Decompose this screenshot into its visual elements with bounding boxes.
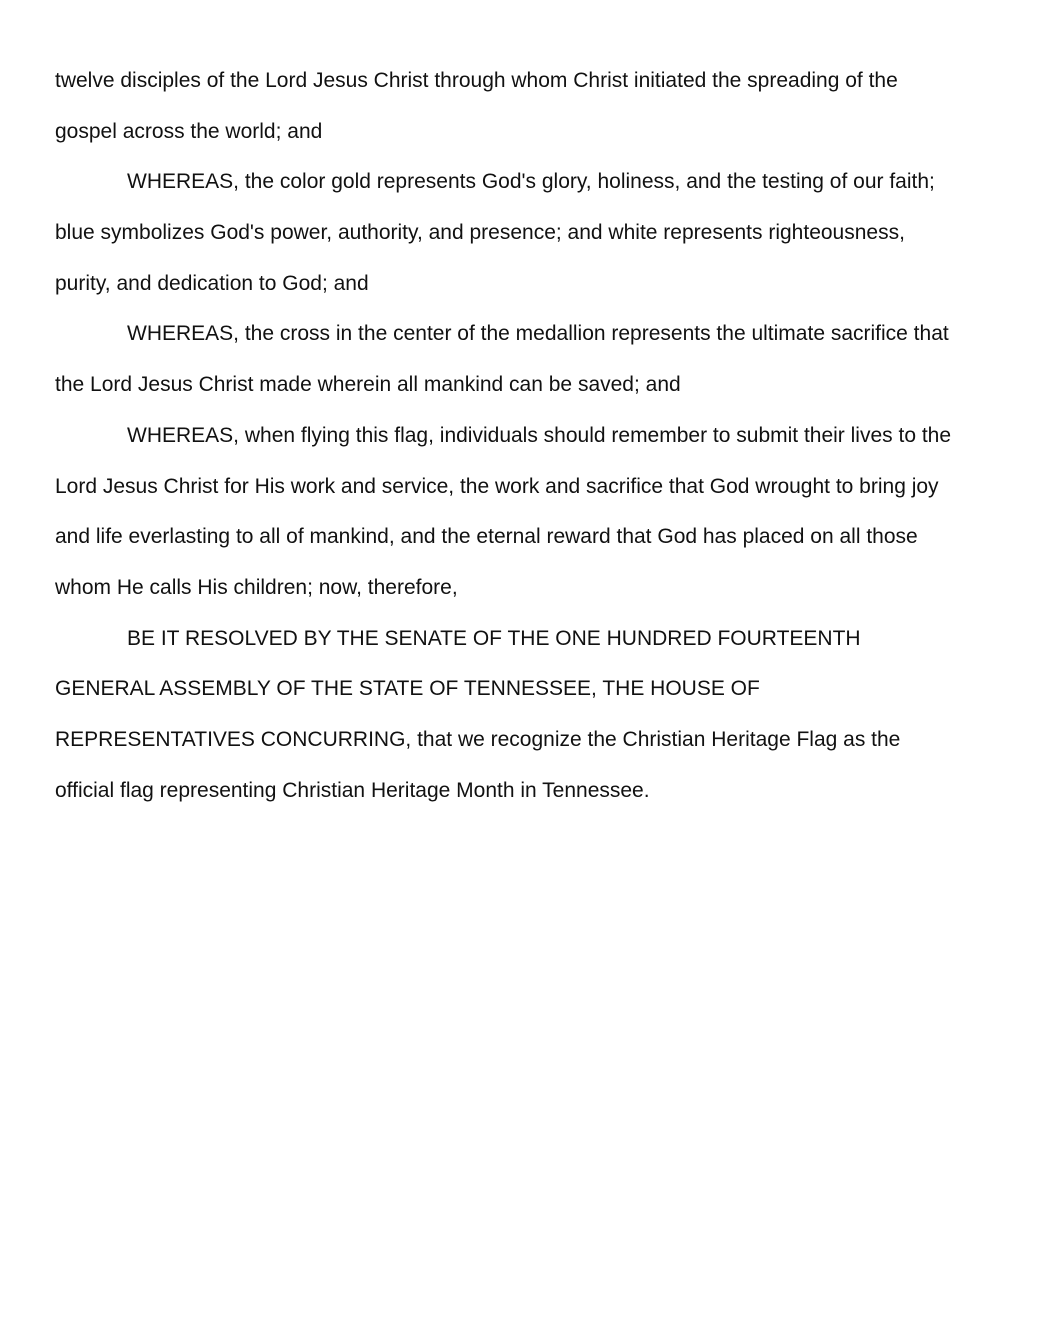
text-line: WHEREAS, when flying this flag, individuals should remember to submit their lives to the (127, 423, 952, 447)
text-line: gospel across the world; and (55, 119, 323, 143)
text-line: purity, and dedication to God; and (55, 271, 369, 295)
document-body (55, 56, 1005, 816)
paragraph-whereas-colors (55, 157, 1005, 309)
text-line: REPRESENTATIVES CONCURRING, that we recognize the Christian Heritage Flag as the (55, 727, 901, 751)
text-line: WHEREAS, the color gold represents God's glory, holiness, and the testing of our faith; (127, 170, 935, 194)
text-line: official flag representing Christian Heritage Month in Tennessee. (55, 778, 650, 802)
text-line: blue symbolizes God's power, authority, and presence; and white represents righteousness, (55, 221, 905, 245)
text-line: twelve disciples of the Lord Jesus Christ through whom Christ initiated the spreading of the (55, 69, 898, 92)
text-line: whom He calls His children; now, therefore, (55, 575, 458, 599)
text-line: and life everlasting to all of mankind, and the eternal reward that God has placed on all those (55, 525, 918, 549)
paragraph-continuation (55, 56, 1005, 157)
text-line: Lord Jesus Christ for His work and service, the work and sacrifice that God wrought to bring joy (55, 474, 939, 498)
text-line: the Lord Jesus Christ made wherein all mankind can be saved; and (55, 373, 681, 397)
text-line: GENERAL ASSEMBLY OF THE STATE OF TENNESSEE, THE HOUSE OF (55, 677, 760, 701)
paragraph-whereas-cross (55, 309, 1005, 410)
paragraph-resolution (55, 614, 1005, 817)
text-line: WHEREAS, the cross in the center of the medallion represents the ultimate sacrifice that (127, 322, 949, 346)
text-line: BE IT RESOLVED BY THE SENATE OF THE ONE HUNDRED FOURTEENTH (127, 626, 861, 650)
paragraph-whereas-flying (55, 411, 1005, 614)
